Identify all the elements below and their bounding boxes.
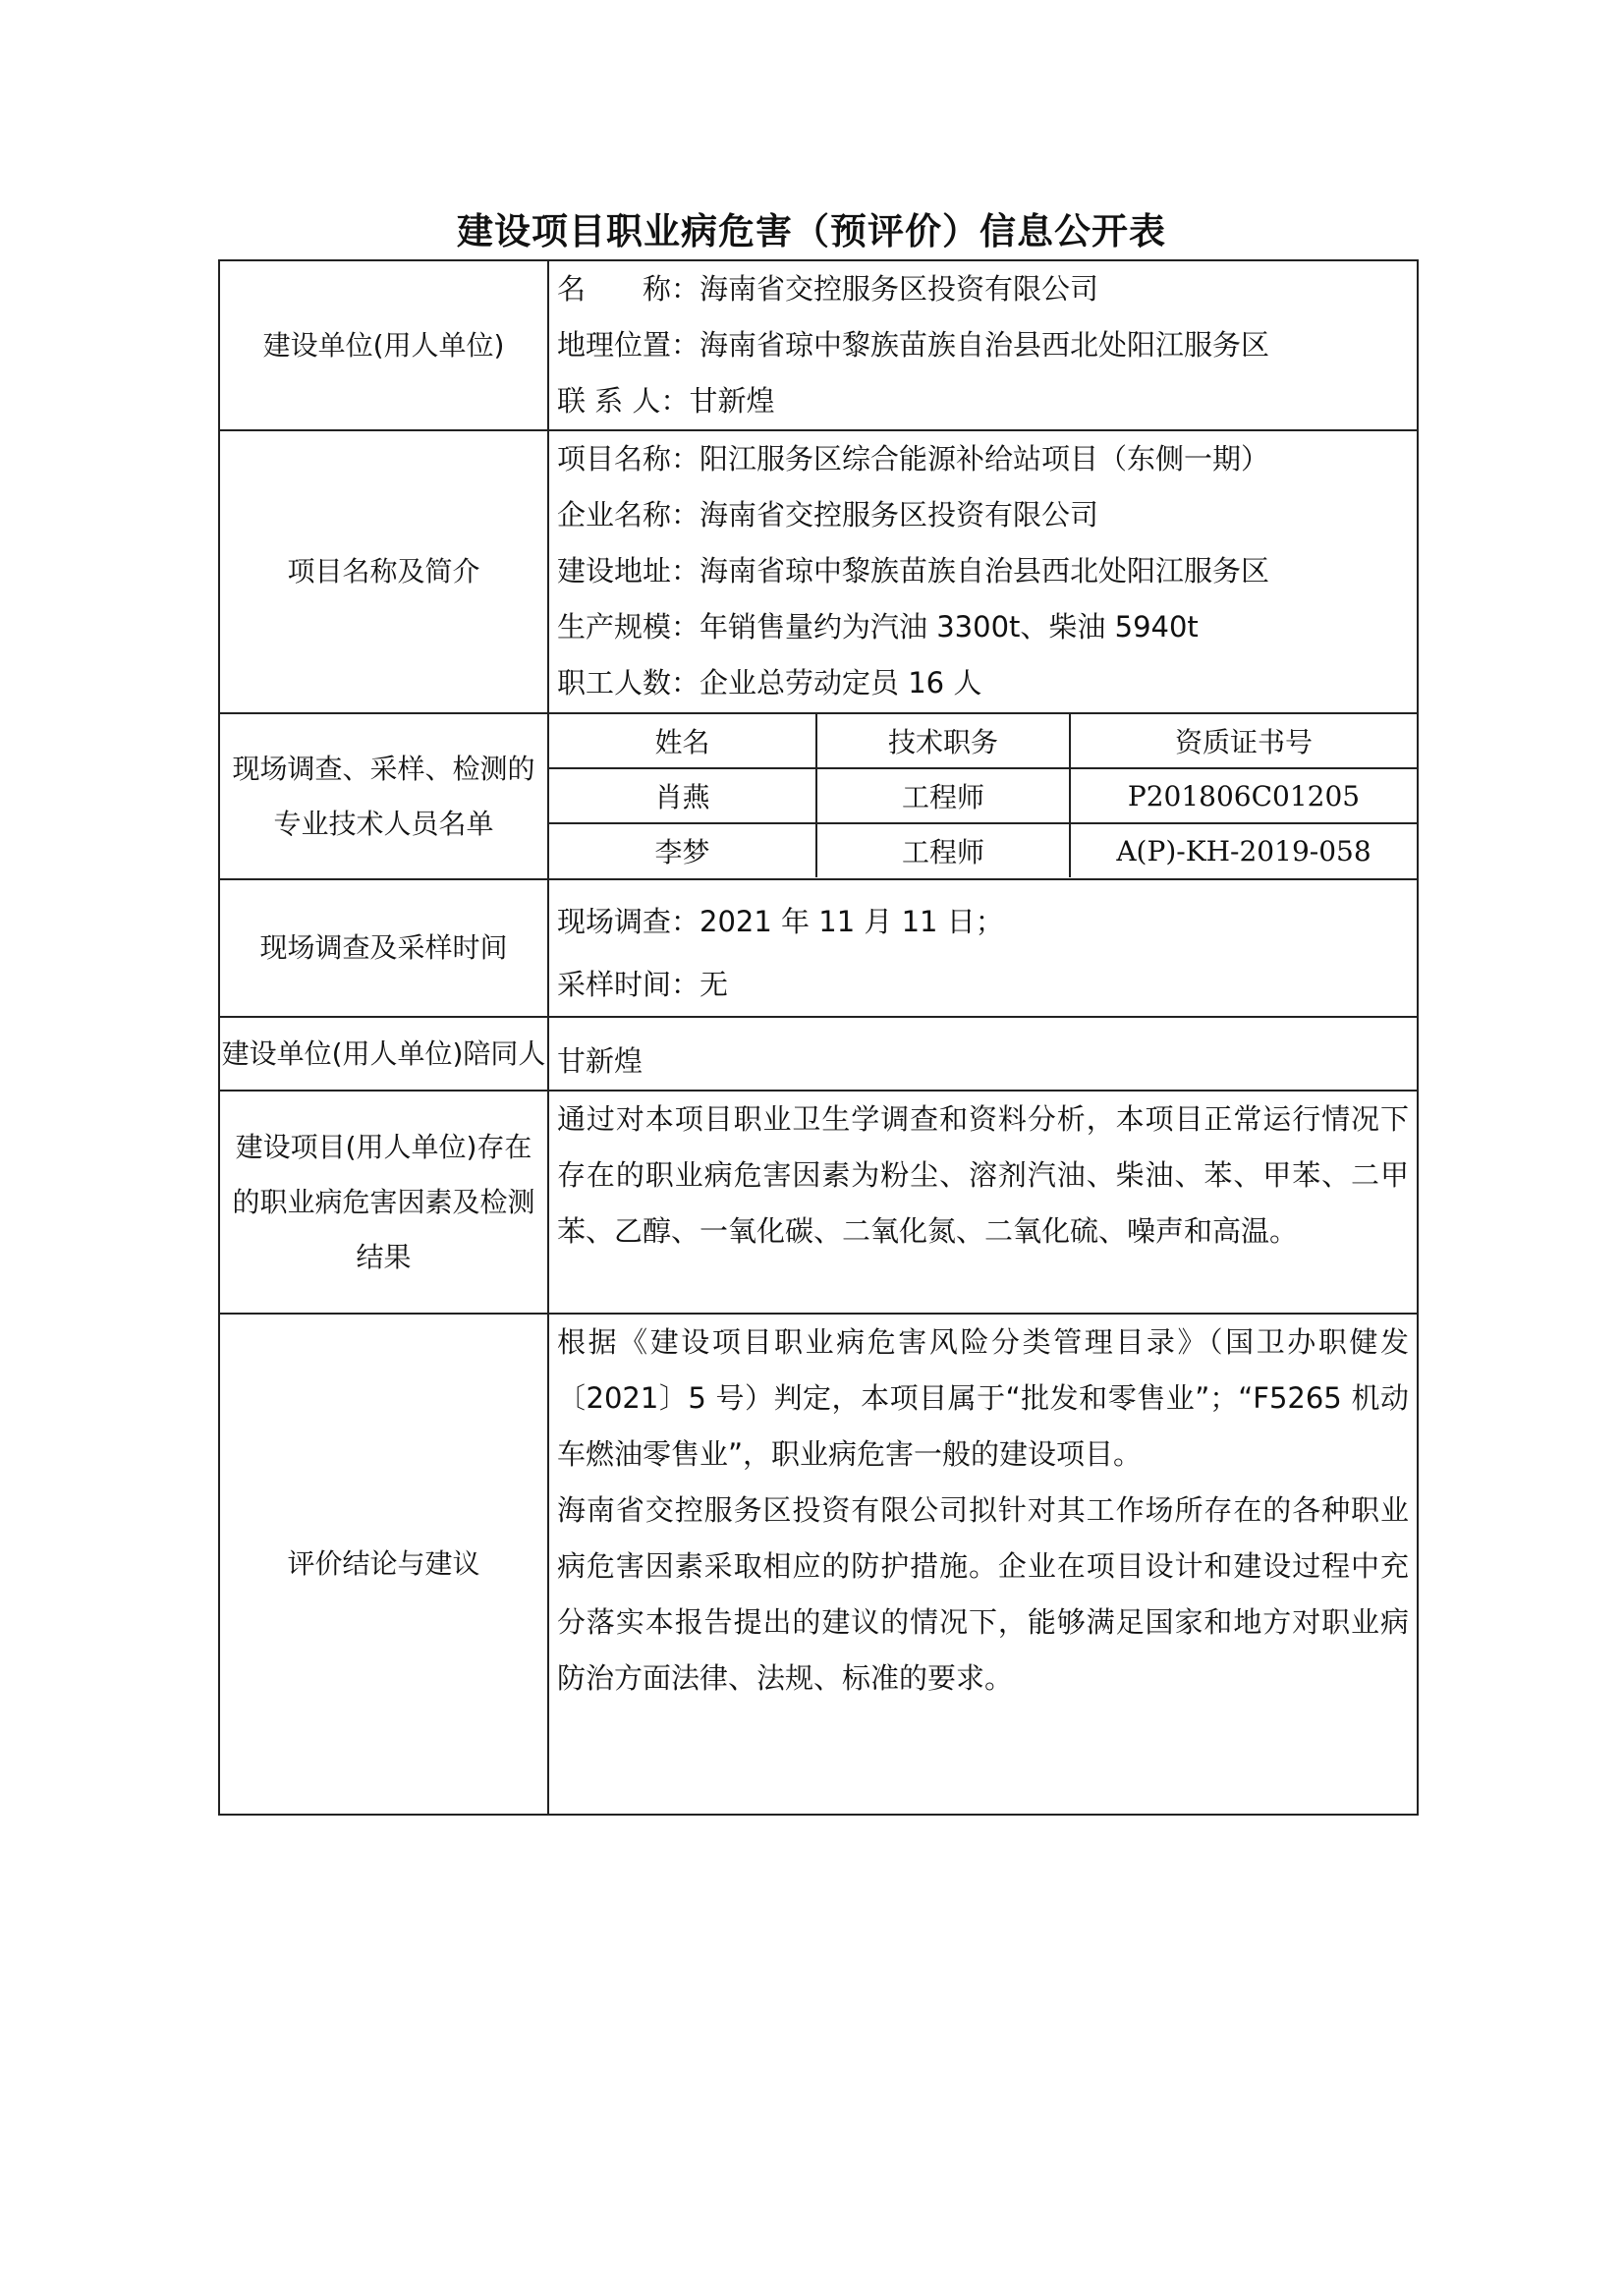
staff-table: [549, 714, 1417, 877]
table-row: [549, 768, 1417, 823]
unit-contact-value: 甘新煌: [689, 384, 775, 418]
info-table: [218, 259, 1419, 1816]
label-factors: [219, 1091, 548, 1314]
project-line: [557, 431, 1409, 487]
page-title: 建设项目职业病危害（预评价）信息公开表: [457, 209, 1166, 252]
unit-name-value: 海南省交控服务区投资有限公司: [700, 272, 1099, 306]
label-staff-line2: 专业技术人员名单: [273, 807, 494, 840]
staff-title: 工程师: [816, 768, 1070, 823]
label-factors-line2: 的职业病危害因素及检测: [232, 1185, 535, 1218]
row-staff: [219, 713, 1418, 879]
project-line-key: 企业名称：: [557, 498, 700, 532]
unit-contact-line: [557, 373, 1409, 429]
staff-cert: A(P)-KH-2019-058: [1070, 823, 1417, 877]
content-accompany: [548, 1017, 1418, 1091]
row-accompany: [219, 1017, 1418, 1091]
project-line-key: 生产规模：: [557, 610, 700, 644]
label-staff: [219, 713, 548, 879]
unit-name-line: [557, 261, 1409, 317]
project-line-value: 阳江服务区综合能源补给站项目（东侧一期）: [700, 442, 1270, 476]
project-line: [557, 599, 1409, 655]
project-line: [557, 487, 1409, 543]
staff-header-title: 技术职务: [816, 714, 1070, 768]
content-staff: [548, 713, 1418, 879]
project-line-key: 建设地址：: [557, 554, 700, 588]
project-line-value: 企业总劳动定员 16 人: [700, 666, 982, 700]
label-survey: 现场调查及采样时间: [219, 879, 548, 1017]
project-line-key: 职工人数：: [557, 666, 700, 700]
staff-header-cert: 资质证书号: [1070, 714, 1417, 768]
factors-text: 通过对本项目职业卫生学调查和资料分析，本项目正常运行情况下存在的职业病危害因素为粉尘、溶剂汽油、柴油、苯、甲苯、二甲苯、乙醇、一氧化碳、二氧化氮、二氧化硫、噪声和高温。: [557, 1102, 1409, 1248]
unit-name-key: 名 称：: [557, 272, 700, 306]
staff-name: 李梦: [549, 823, 816, 877]
label-accompany: 建设单位(用人单位)陪同人: [219, 1017, 548, 1091]
content-factors: [548, 1091, 1418, 1314]
project-line-value: 海南省交控服务区投资有限公司: [700, 498, 1099, 532]
staff-name: 肖燕: [549, 768, 816, 823]
label-factors-line3: 结果: [356, 1240, 412, 1273]
content-project: [548, 430, 1418, 713]
staff-title: 工程师: [816, 823, 1070, 877]
label-staff-line1: 现场调查、采样、检测的: [232, 752, 535, 785]
content-unit: [548, 260, 1418, 430]
content-conclusion: [548, 1314, 1418, 1815]
label-factors-line1: 建设项目(用人单位)存在: [235, 1130, 532, 1163]
unit-location-key: 地理位置：: [557, 328, 700, 362]
project-line: [557, 655, 1409, 711]
row-factors: [219, 1091, 1418, 1314]
label-unit: 建设单位(用人单位): [219, 260, 548, 430]
project-line-key: 项目名称：: [557, 442, 700, 476]
project-line: [557, 543, 1409, 599]
conclusion-para1: 根据《建设项目职业病危害风险分类管理目录》（国卫办职健发〔2021〕5 号）判定，本项目属于“批发和零售业”；“F5265 机动车燃油零售业”，职业病危害一般的建设项目。: [557, 1325, 1409, 1471]
unit-location-value: 海南省琼中黎族苗族自治县西北处阳江服务区: [700, 328, 1270, 362]
row-conclusion: [219, 1314, 1418, 1815]
row-survey: [219, 879, 1418, 1017]
content-survey: [548, 879, 1418, 1017]
row-unit: [219, 260, 1418, 430]
accompany-value: 甘新煌: [557, 1044, 644, 1078]
staff-header-row: [549, 714, 1417, 768]
staff-cert: P201806C01205: [1070, 768, 1417, 823]
survey-line2: 采样时间：无: [557, 968, 729, 1001]
label-conclusion: 评价结论与建议: [219, 1314, 548, 1815]
project-line-value: 年销售量约为汽油 3300t、柴油 5940t: [700, 610, 1199, 644]
label-project: 项目名称及简介: [219, 430, 548, 713]
survey-line1: 现场调查：2021 年 11 月 11 日；: [557, 905, 1004, 938]
row-project: [219, 430, 1418, 713]
unit-contact-key: 联 系 人：: [557, 384, 690, 418]
project-line-value: 海南省琼中黎族苗族自治县西北处阳江服务区: [700, 554, 1270, 588]
unit-location-line: [557, 317, 1409, 373]
conclusion-para2: 海南省交控服务区投资有限公司拟针对其工作场所存在的各种职业病危害因素采取相应的防护措施。企业在项目设计和建设过程中充分落实本报告提出的建议的情况下，能够满足国家和地方对职业病防治方面法律、法规、标准的要求。: [557, 1493, 1409, 1695]
table-row: [549, 823, 1417, 877]
staff-header-name: 姓名: [549, 714, 816, 768]
